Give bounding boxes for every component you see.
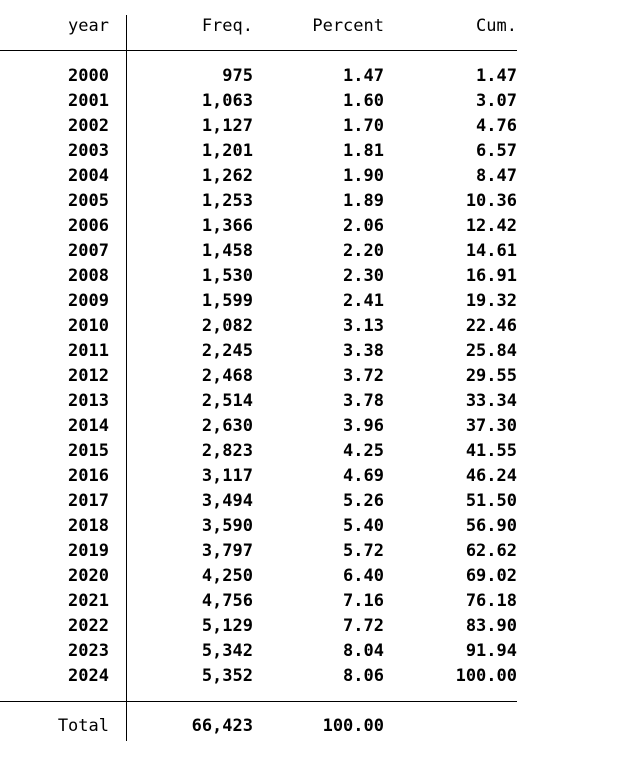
row-percent: 3.13 — [343, 316, 384, 336]
row-percent: 7.16 — [343, 591, 384, 611]
row-freq: 3,590 — [201, 516, 253, 536]
row-freq: 5,352 — [201, 666, 253, 686]
row-cum: 37.30 — [465, 416, 517, 436]
row-freq: 1,262 — [201, 166, 253, 186]
row-cum: 12.42 — [465, 216, 517, 236]
row-percent: 2.30 — [343, 266, 384, 286]
row-cum: 4.76 — [476, 116, 517, 136]
row-cum: 83.90 — [465, 616, 517, 636]
row-year: 2015 — [68, 441, 109, 461]
total-freq: 66,423 — [191, 716, 253, 736]
row-year: 2004 — [68, 166, 109, 186]
row-percent: 8.06 — [343, 666, 384, 686]
row-year: 2010 — [68, 316, 109, 336]
row-percent: 4.69 — [343, 466, 384, 486]
row-cum: 10.36 — [465, 191, 517, 211]
row-cum: 6.57 — [476, 141, 517, 161]
row-cum: 14.61 — [465, 241, 517, 261]
total-label: Total — [57, 716, 109, 736]
row-freq: 1,253 — [201, 191, 253, 211]
row-freq: 5,342 — [201, 641, 253, 661]
row-cum: 33.34 — [465, 391, 517, 411]
row-year: 2002 — [68, 116, 109, 136]
row-cum: 19.32 — [465, 291, 517, 311]
total-percent: 100.00 — [322, 716, 384, 736]
header-cum: Cum. — [476, 16, 517, 36]
row-freq: 4,756 — [201, 591, 253, 611]
row-year: 2021 — [68, 591, 109, 611]
row-year: 2006 — [68, 216, 109, 236]
row-cum: 29.55 — [465, 366, 517, 386]
row-year: 2022 — [68, 616, 109, 636]
row-percent: 1.81 — [343, 141, 384, 161]
row-year: 2012 — [68, 366, 109, 386]
row-cum: 62.62 — [465, 541, 517, 561]
row-freq: 2,245 — [201, 341, 253, 361]
row-cum: 69.02 — [465, 566, 517, 586]
row-percent: 5.40 — [343, 516, 384, 536]
row-percent: 3.78 — [343, 391, 384, 411]
row-year: 2000 — [68, 66, 109, 86]
row-year: 2003 — [68, 141, 109, 161]
row-cum: 51.50 — [465, 491, 517, 511]
row-percent: 6.40 — [343, 566, 384, 586]
row-percent: 1.89 — [343, 191, 384, 211]
row-year: 2019 — [68, 541, 109, 561]
row-year: 2009 — [68, 291, 109, 311]
row-freq: 1,458 — [201, 241, 253, 261]
row-year: 2011 — [68, 341, 109, 361]
row-freq: 2,514 — [201, 391, 253, 411]
row-percent: 1.47 — [343, 66, 384, 86]
row-percent: 2.20 — [343, 241, 384, 261]
header-percent: Percent — [312, 16, 384, 36]
row-percent: 7.72 — [343, 616, 384, 636]
row-freq: 1,366 — [201, 216, 253, 236]
row-year: 2014 — [68, 416, 109, 436]
row-freq: 1,127 — [201, 116, 253, 136]
row-year: 2020 — [68, 566, 109, 586]
row-cum: 8.47 — [476, 166, 517, 186]
row-year: 2007 — [68, 241, 109, 261]
row-freq: 975 — [222, 66, 253, 86]
row-percent: 3.38 — [343, 341, 384, 361]
row-freq: 1,063 — [201, 91, 253, 111]
row-cum: 16.91 — [465, 266, 517, 286]
row-percent: 3.96 — [343, 416, 384, 436]
row-percent: 1.70 — [343, 116, 384, 136]
row-cum: 41.55 — [465, 441, 517, 461]
row-freq: 2,630 — [201, 416, 253, 436]
row-freq: 5,129 — [201, 616, 253, 636]
row-freq: 3,117 — [201, 466, 253, 486]
row-freq: 1,599 — [201, 291, 253, 311]
row-year: 2008 — [68, 266, 109, 286]
row-percent: 3.72 — [343, 366, 384, 386]
row-freq: 2,823 — [201, 441, 253, 461]
row-year: 2016 — [68, 466, 109, 486]
row-percent: 5.72 — [343, 541, 384, 561]
row-cum: 22.46 — [465, 316, 517, 336]
row-cum: 1.47 — [476, 66, 517, 86]
row-cum: 76.18 — [465, 591, 517, 611]
row-year: 2005 — [68, 191, 109, 211]
row-year: 2001 — [68, 91, 109, 111]
row-freq: 2,468 — [201, 366, 253, 386]
row-year: 2013 — [68, 391, 109, 411]
total-divider — [0, 701, 517, 702]
header-year: year — [68, 16, 109, 36]
row-percent: 8.04 — [343, 641, 384, 661]
row-cum: 91.94 — [465, 641, 517, 661]
row-percent: 2.06 — [343, 216, 384, 236]
row-cum: 100.00 — [455, 666, 517, 686]
header-freq: Freq. — [201, 16, 253, 36]
header-divider — [0, 50, 517, 51]
row-percent: 1.90 — [343, 166, 384, 186]
row-cum: 3.07 — [476, 91, 517, 111]
row-year: 2018 — [68, 516, 109, 536]
row-percent: 4.25 — [343, 441, 384, 461]
row-percent: 2.41 — [343, 291, 384, 311]
row-year: 2024 — [68, 666, 109, 686]
row-freq: 4,250 — [201, 566, 253, 586]
row-freq: 1,530 — [201, 266, 253, 286]
row-percent: 5.26 — [343, 491, 384, 511]
row-percent: 1.60 — [343, 91, 384, 111]
row-year: 2017 — [68, 491, 109, 511]
row-freq: 3,494 — [201, 491, 253, 511]
row-freq: 1,201 — [201, 141, 253, 161]
row-cum: 25.84 — [465, 341, 517, 361]
row-year: 2023 — [68, 641, 109, 661]
row-freq: 2,082 — [201, 316, 253, 336]
row-freq: 3,797 — [201, 541, 253, 561]
row-cum: 46.24 — [465, 466, 517, 486]
row-cum: 56.90 — [465, 516, 517, 536]
